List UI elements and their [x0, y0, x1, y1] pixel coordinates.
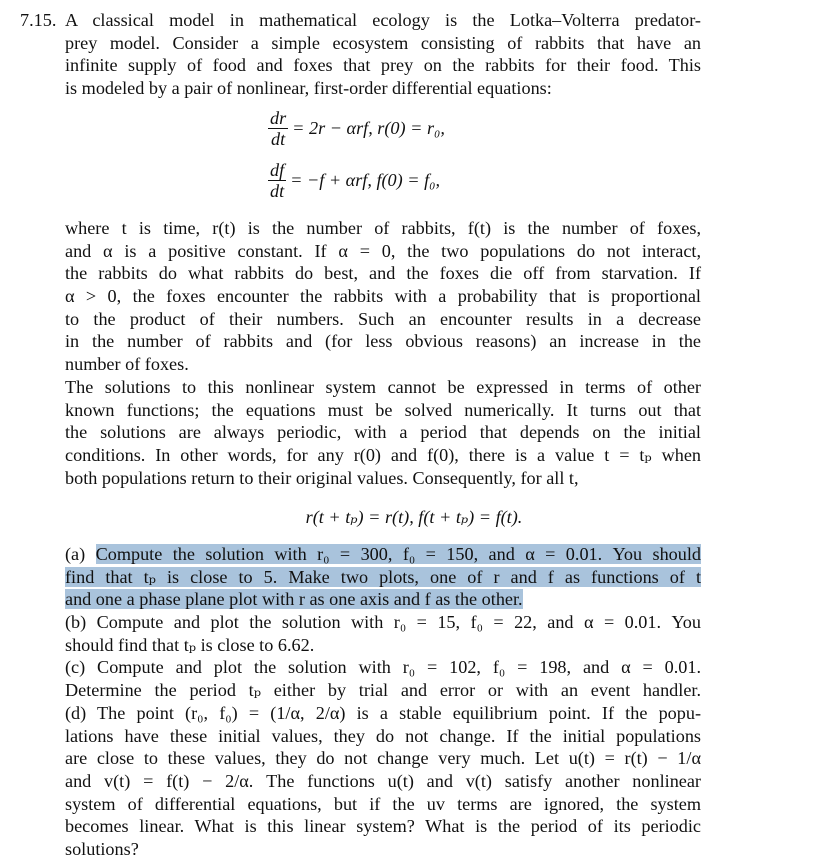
text-line: lations have these initial values, they do not change. If the initial populations: [65, 725, 701, 746]
text-line: the rabbits do what rabbits do best, and the foxes die off from starvation. If: [65, 263, 701, 284]
text-line: the solutions are always periodic, with a period that depends on the initial: [65, 422, 701, 443]
text-line: known functions; the equations must be solved numerically. It turns out that: [65, 399, 701, 420]
fraction: [268, 160, 286, 201]
denominator: dt: [271, 129, 286, 149]
text-line: to the product of their numbers. Such an encounter results in a decrease: [65, 308, 701, 329]
numerator: dr: [270, 108, 287, 128]
text-line: (c) Compute and plot the solution with r₀ = 102, f₀ = 198, and α = 0.01.: [65, 657, 701, 678]
problem-number: 7.15.: [20, 10, 57, 30]
part-a-line: [65, 543, 701, 566]
equation-df-dt: [268, 160, 440, 201]
text-line: are close to these values, they do not change very much. Let u(t) = r(t) − 1/α: [65, 748, 701, 769]
text-line: is modeled by a pair of nonlinear, first-order differential equations:: [65, 78, 552, 99]
fraction: [268, 108, 288, 149]
text-line: where t is time, r(t) is the number of rabbits, f(t) is the number of foxes,: [65, 218, 701, 238]
body-paragraph: [65, 217, 701, 489]
highlighted-text[interactable]: Compute the solution with r₀ = 300, f₀ = 150, and α = 0.01. You should: [95, 544, 702, 564]
text-line: and v(t) = f(t) − 2/α. The functions u(t) and v(t) satisfy another nonlinear: [65, 770, 701, 791]
text-line: conditions. In other words, for any r(0) and f(0), there is a value t = tₚ when: [65, 444, 701, 465]
text-line: prey model. Consider a simple ecosystem consisting of rabbits that have an: [65, 32, 701, 53]
part-a-label: (a): [65, 544, 96, 564]
text-line: (b) Compute and plot the solution with r₀ = 15, f₀ = 22, and α = 0.01. You: [65, 612, 701, 633]
part-a-line: [65, 588, 701, 611]
part-a-line: [65, 566, 701, 589]
equation-rhs: = −f + αrf, f(0) = f₀,: [290, 170, 440, 190]
period-equation: r(t + tₚ) = r(t), f(t + tₚ) = f(t).: [305, 507, 523, 527]
numerator: df: [270, 160, 285, 180]
text-line: and α is a positive constant. If α = 0, the two populations do not interact,: [65, 240, 701, 261]
text-line: A classical model in mathematical ecology is the Lotka–Volterra predator-: [65, 10, 701, 30]
intro-paragraph: [65, 9, 701, 100]
text-line: Determine the period tₚ either by trial and error or with an event handler.: [65, 680, 701, 701]
highlighted-text[interactable]: and one a phase plane plot with r as one axis and f as the other.: [65, 589, 523, 610]
text-line: both populations return to their original values. Consequently, for all t,: [65, 467, 579, 488]
text-line: system of differential equations, but if the uv terms are ignored, the system: [65, 793, 701, 814]
text-line: α > 0, the foxes encounter the rabbits with a probability that is proportional: [65, 286, 701, 307]
text-line: should find that tₚ is close to 6.62.: [65, 634, 315, 655]
equation-rhs: = 2r − αrf, r(0) = r₀,: [292, 118, 445, 138]
text-line: becomes linear. What is this linear system? What is the period of its periodic: [65, 816, 701, 837]
exercise-parts: [65, 543, 701, 861]
text-line: solutions?: [65, 838, 139, 859]
text-line: The solutions to this nonlinear system cannot be expressed in terms of other: [65, 376, 701, 397]
text-line: infinite supply of food and foxes that prey on the rabbits for their food. This: [65, 55, 701, 76]
text-line: number of foxes.: [65, 354, 189, 375]
highlighted-text[interactable]: find that tₚ is close to 5. Make two plots, one of r and f as functions of t: [65, 566, 701, 587]
text-line: in the number of rabbits and (for less obvious reasons) an increase in the: [65, 331, 701, 352]
text-line: (d) The point (r₀, f₀) = (1/α, 2/α) is a stable equilibrium point. If the popu-: [65, 702, 701, 723]
equation-dr-dt: [268, 108, 445, 149]
denominator: dt: [270, 181, 285, 201]
